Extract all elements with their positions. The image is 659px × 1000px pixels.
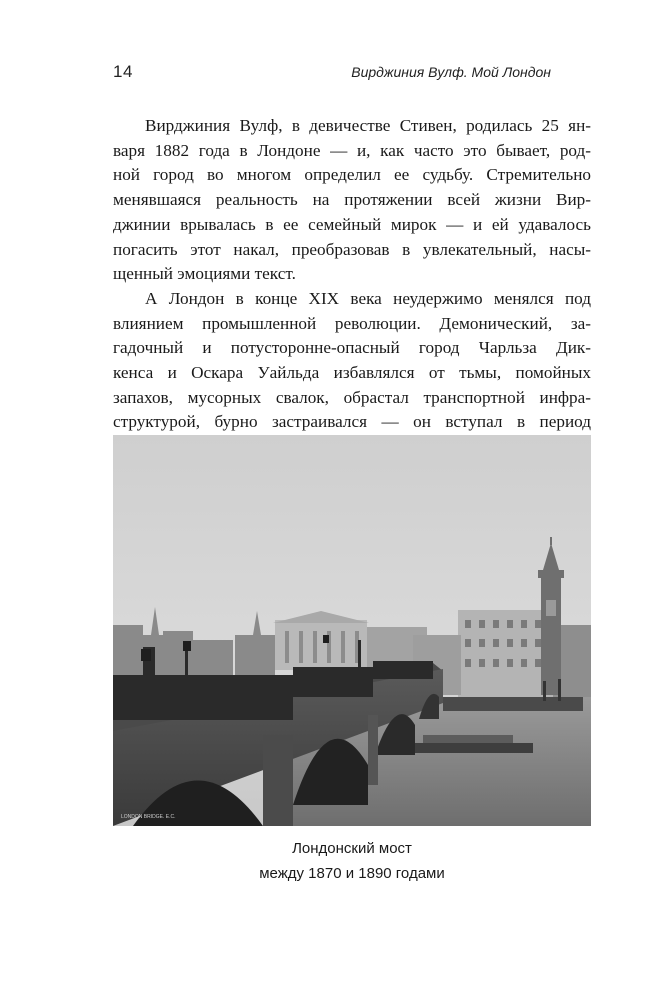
- photo-inscription: LONDON BRIDGE. E.C.: [121, 814, 176, 820]
- page-number: 14: [113, 62, 133, 81]
- paragraph-1: [113, 114, 591, 287]
- caption-line-1: Лондонский мост: [292, 840, 412, 857]
- body-text: [113, 114, 591, 435]
- paragraph-2: [113, 287, 591, 435]
- photo-illustration: [113, 435, 591, 826]
- text-line: А Лондон в конце XIX века неудержимо менялся под: [145, 288, 591, 308]
- figure-caption: [113, 836, 591, 886]
- text-line: влиянием промышленной революции. Демонический, за-: [113, 313, 591, 333]
- text-line: погасить этот накал, преобразовав в увлекательный, насы-: [113, 239, 591, 259]
- text-line: запахов, мусорных свалок, обрастал транспортной инфра-: [113, 387, 591, 407]
- caption-line-2: между 1870 и 1890 годами: [259, 865, 445, 882]
- text-line: щенный эмоциями текст.: [113, 264, 296, 284]
- text-line: гадочный и потусторонне-опасный город Чарльза Дик-: [113, 338, 591, 358]
- text-line: менявшаяся реальность на протяжении всей жизни Вир-: [113, 190, 591, 210]
- london-bridge-photo: [113, 435, 591, 826]
- text-line: джинии врывалась в ее семейный мирок — и ей удавалось: [113, 214, 591, 234]
- text-line: кенса и Оскара Уайльда избавлялся от тьмы, помойных: [113, 363, 591, 383]
- text-line: структурой, бурно застраивался — он вступал в период: [113, 412, 591, 432]
- text-line: варя 1882 года в Лондоне — и, как часто это бывает, род-: [113, 140, 591, 160]
- text-line: Вирджиния Вулф, в девичестве Стивен, родилась 25 ян-: [145, 116, 591, 135]
- running-title: Вирджиния Вулф. Мой Лондон: [351, 64, 551, 80]
- text-line: ной город во многом определил ее судьбу. Стремительно: [113, 165, 591, 185]
